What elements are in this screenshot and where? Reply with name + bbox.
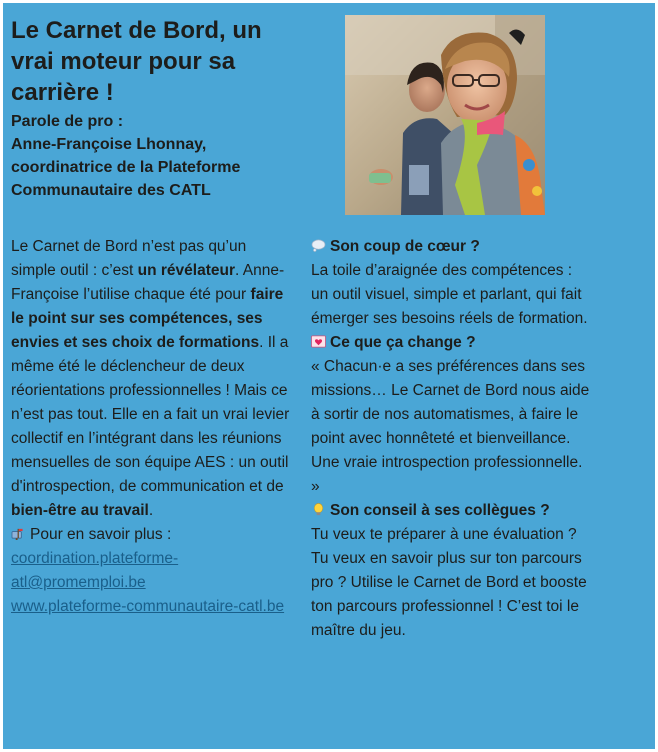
subtitle-person: Anne-Françoise Lhonnay, coordinatrice de la Plateforme Communautaire des CATL	[11, 136, 241, 199]
mailbox-icon	[11, 527, 26, 540]
right-text-block	[311, 235, 593, 643]
email-link[interactable]: coordination.plateforme-atl@promemploi.be	[11, 550, 179, 591]
subtitle-kicker: Parole de pro :	[11, 113, 124, 130]
light-bulb-icon	[311, 503, 326, 516]
intro-bold-1: un révélateur	[137, 262, 235, 279]
intro-text-3: . Il a même été le déclencheur de deux réorientations professionnelles ! Mais ce n’est pas tout. Elle en a fait un vrai levier collectif en l’intégrant dans les réunions mensuelles de son équipe AES : un outil d'introspection, de communication et de	[11, 334, 290, 495]
love-letter-icon	[311, 335, 326, 348]
coup-de-coeur-text: La toile d’araignée des compétences : un outil visuel, simple et parlant, qui fait émerger ses besoins réels de formation.	[311, 262, 588, 327]
newsletter-card	[3, 3, 655, 749]
portrait-image	[345, 15, 545, 215]
intro-bold-3: bien-être au travail	[11, 502, 149, 519]
article-subtitle	[11, 110, 293, 202]
more-info-label: Pour en savoir plus :	[30, 526, 172, 543]
intro-text-2: . Anne-Françoise l’utilise chaque été pour	[11, 262, 285, 303]
intro-text-4: .	[148, 502, 154, 519]
portrait-photo	[345, 15, 545, 215]
ce-que-ca-change-text: « Chacun·e a ses préférences dans ses missions… Le Carnet de Bord nous aide à sortir de nos automatismes, à faire le point avec honnêteté et bienveillance. Une vraie introspection professionnelle. »	[311, 358, 590, 495]
coup-de-coeur-title: Son coup de cœur ?	[330, 238, 480, 255]
conseil-text: Tu veux te préparer à une évaluation ?Tu veux en savoir plus sur ton parcours pro ? Utilise le Carnet de Bord et booste ton parcours professionnel ! C’est toi le maître du jeu.	[311, 526, 587, 639]
thought-bubble-icon	[311, 239, 326, 252]
conseil-heading	[311, 499, 593, 523]
ce-que-ca-change-heading	[311, 331, 593, 355]
website-link[interactable]: www.plateforme-communautaire-catl.be	[11, 598, 285, 615]
conseil-title: Son conseil à ses collègues ?	[330, 502, 550, 519]
article-title: Le Carnet de Bord, un vrai moteur pour sa carrière !	[11, 17, 262, 106]
intro-text-1: Le Carnet de Bord n’est pas qu’un simple outil : c’est	[11, 238, 247, 279]
intro-paragraph	[11, 235, 293, 523]
intro-bold-2: faire le point sur ses compétences, ses envies et ses choix de formations	[11, 286, 284, 351]
coup-de-coeur-heading	[311, 235, 593, 259]
left-column	[11, 15, 293, 619]
more-info-line	[11, 523, 293, 547]
right-column	[311, 11, 593, 643]
ce-que-ca-change-title: Ce que ça change ?	[330, 334, 476, 351]
